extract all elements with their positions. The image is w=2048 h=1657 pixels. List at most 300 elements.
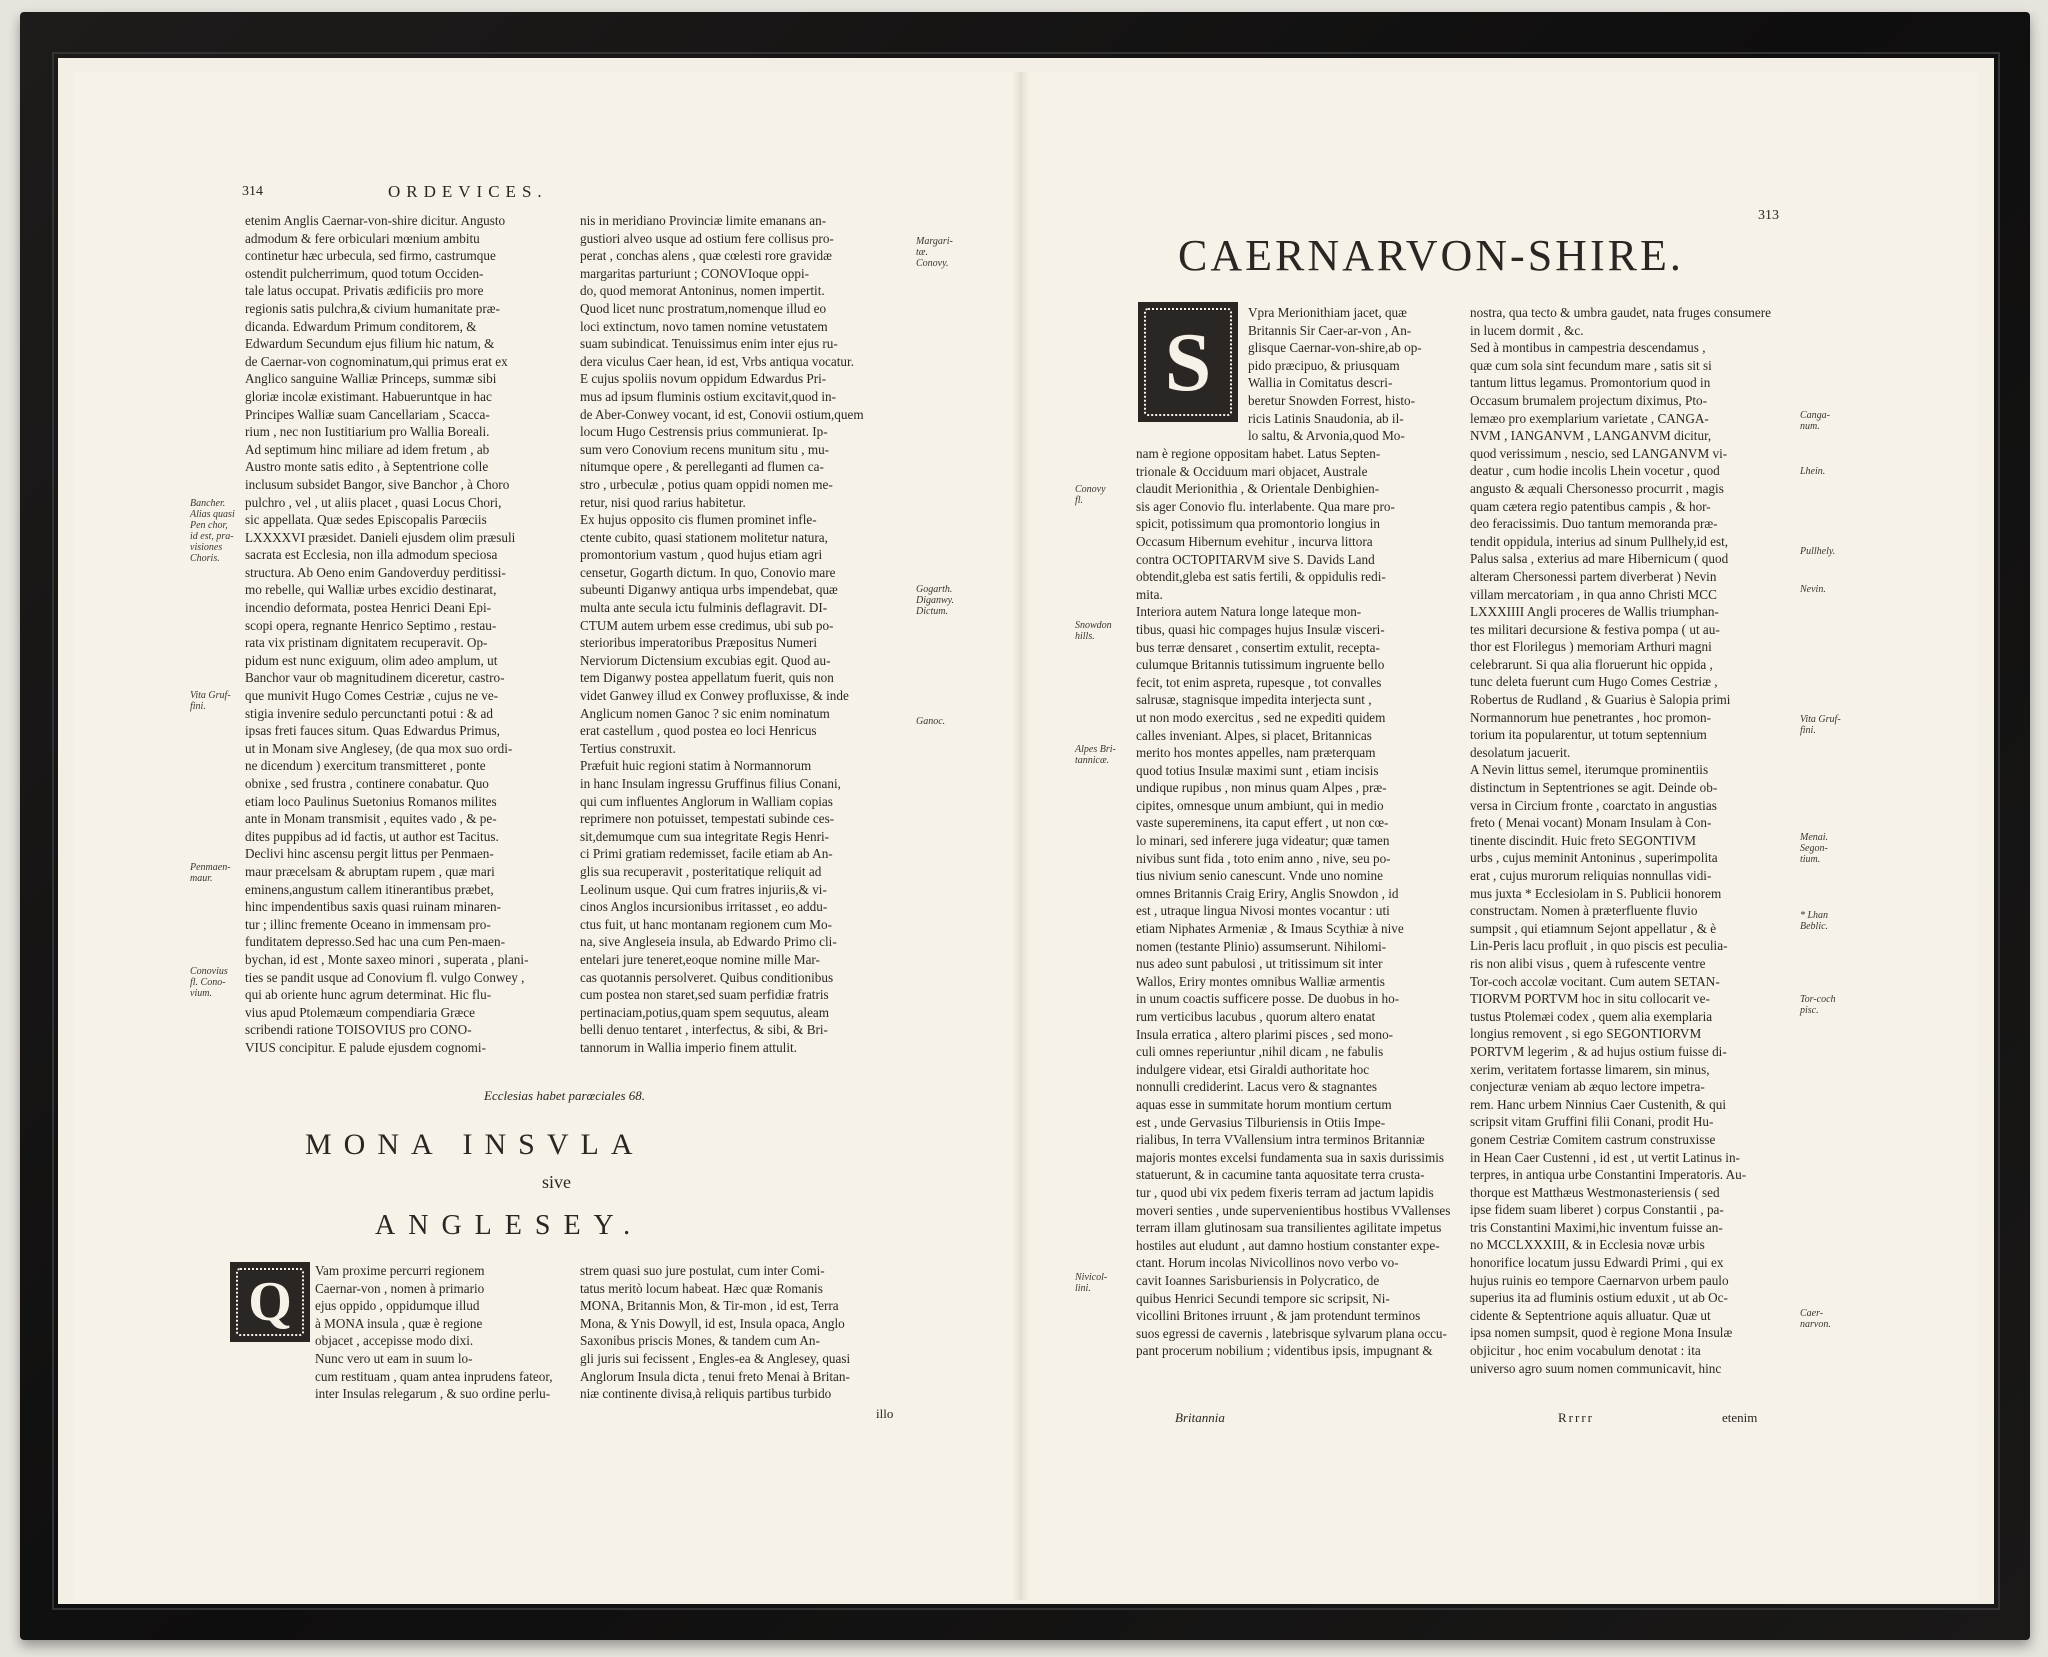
- text-line: ostendit pulcherrimum, quod totum Occiden-: [245, 265, 484, 281]
- text-line: censetur, Gogarth dictum. In quo, Conovio mare: [580, 564, 836, 580]
- margin-note-line: Conovy: [1075, 484, 1106, 495]
- margin-note: [1075, 484, 1106, 506]
- margin-note: [1800, 994, 1836, 1016]
- text-line: quod verissimum , nescio, sed LANGANVM vi-: [1470, 445, 1728, 461]
- text-line: sit,demumque cum sua integritate Regis Henri-: [580, 828, 830, 844]
- margin-note-line: fini.: [190, 701, 206, 712]
- margin-note-line: fini.: [1800, 725, 1816, 736]
- text-line: Occasum brumalem projectum diximus, Pto-: [1470, 392, 1707, 408]
- text-line: NVM , IANGANVM , LANGANVM dicitur,: [1470, 428, 1712, 444]
- margin-note: [1800, 584, 1826, 595]
- text-line: pertinaciam,potius,quam spem sequutus, aleam: [580, 1004, 830, 1020]
- text-line: qui cum influentes Anglorum in Walliam copias: [580, 793, 833, 809]
- margin-note-line: Segon-: [1800, 843, 1828, 854]
- dropcap-ornament: [1144, 308, 1232, 416]
- margin-note-line: Nevin.: [1800, 584, 1826, 595]
- text-line: Edwardum Secundum ejus filium hic natum, &: [245, 336, 495, 352]
- text-line: ejus oppido , oppidumque illud: [315, 1298, 480, 1314]
- text-line: Insula erratica , altero plarimi pisces , sed mono-: [1136, 1026, 1394, 1042]
- text-line: suam subindicat. Tenuissimus enim inter ejus ru-: [580, 336, 838, 352]
- text-line: scribendi ratione TOISOVIUS pro CONO-: [245, 1022, 472, 1038]
- text-line: alteram Chersonessi partem diverberat ) Nevin: [1470, 568, 1717, 584]
- text-line: multa ante secula ictu fulminis deflagravit. DI-: [580, 600, 828, 616]
- text-line: tem Diganwy postea appellatum fuerit, quis non: [580, 670, 834, 686]
- margin-note-line: pisc.: [1800, 1005, 1819, 1016]
- text-line: LXXXIIII Angli proceres de Wallis triumphan-: [1470, 604, 1719, 620]
- text-line: regionis satis pulchra,& civium humanitate præ-: [245, 300, 500, 316]
- text-line: indulgere videar, etsi Giraldi authoritate hoc: [1136, 1061, 1370, 1077]
- text-line: etiam Niphates Armeniæ , & Imaus Scythiæ à nive: [1136, 921, 1404, 937]
- text-line: ut in Monam sive Anglesey, (de qua mox suo ordi-: [245, 740, 513, 756]
- text-line: cipites, omnesque unum ambiunt, qui in medio: [1136, 797, 1384, 813]
- section-title-mona: MONA INSVLA: [305, 1128, 645, 1161]
- text-line: de Aber-Conwey vocant, id est, Conovii ostium,quem: [580, 406, 864, 422]
- text-line: lo minari, sed inferere juga videatur; quæ tamen: [1136, 833, 1390, 849]
- text-line: etenim Anglis Caernar-von-shire dicitur. Angusto: [245, 213, 506, 228]
- text-line: objacet , accepisse modo dixi.: [315, 1333, 474, 1349]
- margin-note-line: Gogarth.: [916, 584, 953, 595]
- text-line: videt Ganwey illud ex Conwey profluxisse, & inde: [580, 688, 849, 704]
- text-line: rum verticibus lacubus , quorum altero enatat: [1136, 1009, 1376, 1024]
- footer-britannia: Britannia: [1175, 1410, 1225, 1425]
- text-line: rium , nec non Iustitiarium pro Wallia Boreali.: [245, 424, 490, 440]
- text-line: Sed à montibus in campestria descendamus ,: [1470, 340, 1706, 356]
- margin-note-line: Bancher.: [190, 498, 226, 509]
- margin-note: [1800, 546, 1835, 557]
- text-line: omnes Britannis Craig Eriry, Anglis Snowdon , id: [1136, 885, 1399, 901]
- text-line: pido præcipuo, & priusquam: [1248, 357, 1400, 373]
- text-line: MONA, Britannis Mon, & Tir-mon , id est, Terra: [580, 1298, 839, 1314]
- text-line: sumpsit , qui etiamnum Sejont appellatur , & è: [1470, 920, 1717, 936]
- dropcap-ornament: [236, 1268, 304, 1336]
- text-line: statuerunt, & in cacumine tanta aquositate terra crusta-: [1136, 1167, 1425, 1183]
- text-line: nonnulli crediderint. Lacus vero & stagnantes: [1136, 1079, 1377, 1095]
- text-line: perat , conchas alens , quæ cœlesti rore gravidæ: [580, 248, 832, 264]
- text-line: Vam proxime percurri regionem: [315, 1263, 485, 1278]
- margin-note-line: fl.: [1075, 495, 1084, 506]
- text-line: Britannis Sir Caer-ar-von , An-: [1248, 322, 1412, 338]
- text-line: hostiles aut eludunt , aut damno hostium constanter expe-: [1136, 1237, 1440, 1253]
- text-line: universo agro suum nomen communicavit, hinc: [1470, 1360, 1722, 1376]
- margin-note: [916, 236, 953, 269]
- text-line: Caernar-von , nomen à primario: [315, 1280, 485, 1296]
- margin-note-line: narvon.: [1800, 1319, 1831, 1330]
- text-line: Saxonibus priscis Mones, & tandem cum An-: [580, 1333, 820, 1349]
- text-line: ctus fuit, ut hanc montanam regionem cum Mo-: [580, 916, 832, 932]
- text-line: inclusum subsidet Bangor, sive Banchor , à Choro: [245, 476, 510, 492]
- text-line: erat castellum , quod postea eo loci Henricus: [580, 723, 817, 739]
- text-line: longius removent , si ego SEGONTIORVM: [1470, 1026, 1702, 1042]
- text-line: no MCCLXXXIII, & in Ecclesia novæ urbis: [1470, 1237, 1705, 1253]
- text-line: ctant. Horum incolas Nivicollinos novo verbo vo-: [1136, 1255, 1399, 1271]
- text-line: mo rebelle, qui Walliæ urbes excidio destinarat,: [245, 582, 497, 598]
- text-line: tunc deleta fuerunt cum Hugo Comes Cestriæ ,: [1470, 674, 1718, 690]
- section-sive: sive: [542, 1172, 571, 1192]
- text-line: salrusæ, stagnisque impedita interjecta sunt ,: [1136, 692, 1372, 708]
- page-number-left: 314: [242, 184, 263, 199]
- margin-note: [1800, 910, 1828, 932]
- text-line: culumque Britannis tutissimum ingruente bello: [1136, 657, 1385, 673]
- margin-note-line: tannicæ.: [1075, 755, 1110, 766]
- margin-note: [1800, 410, 1830, 432]
- text-line: CTUM autem urbem esse credimus, ubi sub po-: [580, 617, 834, 633]
- text-line: distinctum in Septentriones se agit. Deinde ob-: [1470, 780, 1718, 796]
- text-line: honorifice locatum jussu Edwardi Primi , qui ex: [1470, 1255, 1724, 1271]
- text-line: que munivit Hugo Comes Cestriæ , cujus ne ve-: [245, 688, 499, 704]
- text-line: terpres, in antiqua urbe Constantini Imperatoris. Au-: [1470, 1167, 1747, 1183]
- margin-note: [1800, 714, 1841, 736]
- margin-note-line: Margari-: [916, 236, 953, 247]
- text-line: Banchor vaur ob magnitudinem diceretur, castro-: [245, 670, 505, 686]
- text-line: xerim, veritatem fortasse limarem, sin minus,: [1470, 1061, 1710, 1077]
- text-line: TIORVM PORTVM hoc in situ collocarit ve-: [1470, 991, 1710, 1007]
- text-line: dites puppibus ad id factis, ut author est Tacitus.: [245, 828, 499, 844]
- text-line: Interiora autem Natura longe lateque mon-: [1136, 604, 1362, 620]
- text-line: torium ita popularentur, ut totum septennium: [1470, 727, 1707, 743]
- text-line: ante in Monam transmisit , equites vado , & pe-: [245, 811, 497, 827]
- margin-note-line: visiones: [190, 542, 223, 553]
- text-line: admodum & fere orbiculari mœnium ambitu: [245, 230, 480, 246]
- text-line: nostra, qua tecto & umbra gaudet, nata fruges consumere: [1470, 305, 1772, 320]
- text-line: Occasum Hibernum evehitur , incurva littora: [1136, 533, 1373, 549]
- text-line: locum Hugo Cestrensis prius communierat. Ip-: [580, 424, 828, 440]
- text-line: reprimere non potuisset, tempestati subinde ces-: [580, 811, 835, 827]
- margin-note-line: Nivicol-: [1075, 1272, 1108, 1283]
- text-line: beretur Snowden Forrest, histo-: [1248, 392, 1416, 408]
- text-line: tatus meritò locum habeat. Hæc quæ Romanis: [580, 1280, 823, 1296]
- text-line: tannorum in Wallia imperio finem attulit.: [580, 1039, 797, 1055]
- margin-note-line: Caer-: [1800, 1308, 1824, 1319]
- text-line: Mona, & Ynis Dowyll, id est, Insula opaca, Anglo: [580, 1315, 845, 1331]
- text-line: in hanc Insulam ingressu Gruffinus filius Conani,: [580, 776, 841, 791]
- text-line: freto ( Menai vocant) Monam Insulam à Con-: [1470, 815, 1712, 831]
- text-line: gli juris sui fecissent , Engles-ea & Anglesey, quasi: [580, 1350, 851, 1366]
- page-number-right: 313: [1758, 208, 1779, 223]
- text-line: vicollini Britones irruunt , & jam protendunt terminos: [1136, 1308, 1421, 1324]
- catchword-right: etenim: [1722, 1410, 1758, 1425]
- text-line: moveri senties , unde supervenientibus hostibus VVallenses: [1136, 1202, 1451, 1218]
- text-line: tris Constantini Maximi,hic inventum fuisse an-: [1470, 1219, 1723, 1235]
- margin-note-line: Menai.: [1800, 832, 1829, 843]
- text-line: dicanda. Edwardum Primum conditorem, &: [245, 318, 477, 334]
- text-line: ipsas freti fauces situm. Quas Edwardus Primus,: [245, 723, 500, 739]
- margin-note-line: Alpes Bri-: [1075, 744, 1116, 755]
- margin-note-line: Choris.: [190, 553, 220, 564]
- margin-note: [190, 498, 235, 564]
- text-line: sterioribus imperatoribus Præpositus Numeri: [580, 635, 817, 651]
- text-line: merito hos montes appelles, nam præterquam: [1136, 745, 1376, 761]
- text-line: Ad septimum hinc miliare ad idem fretum , ab: [245, 441, 490, 457]
- text-line: deo feracissimis. Duo tantum memoranda præ-: [1470, 516, 1718, 532]
- text-line: qui ab oriente hunc agrum determinat. Hic flu-: [245, 987, 492, 1003]
- margin-note: [190, 862, 231, 884]
- text-line: thorque est Matthæus Westmonasteriensis ( sed: [1470, 1184, 1720, 1200]
- text-line: cum postea non staret,sed suam perfidiæ fratris: [580, 987, 829, 1003]
- text-line: pidum est nunc exiguum, olim adeo amplum, ut: [245, 652, 498, 668]
- margin-note: [1800, 832, 1828, 865]
- text-line: ne dicendum ) exercitum transmitteret , ponte: [245, 758, 486, 774]
- margin-note-line: Tor-coch: [1800, 994, 1836, 1005]
- text-line: Vpra Merionithiam jacet, quæ: [1248, 305, 1407, 320]
- text-line: Anglico sanguine Walliæ Princeps, summæ sibi: [245, 371, 497, 387]
- text-line: erat , cujus murorum reliquias nonnullas vidi-: [1470, 868, 1712, 883]
- margin-note-line: vium.: [190, 988, 212, 999]
- text-line: glisque Caernar-von-shire,ab op-: [1248, 340, 1422, 356]
- margin-note-line: Pullhely.: [1800, 546, 1836, 557]
- text-line: A Nevin littus semel, iterumque prominentiis: [1470, 762, 1709, 778]
- margin-note-line: lini.: [1075, 1283, 1091, 1294]
- margin-note: [1075, 620, 1112, 642]
- text-line: niæ continente divisa,à reliquis partibus turbido: [580, 1386, 832, 1402]
- text-line: dera viculus Caer hean, id est, Vrbs antiqua vocatur.: [580, 353, 854, 369]
- margin-note-line: Diganwy.: [916, 595, 955, 606]
- text-line: de Caernar-von cognominatum,qui primus erat ex: [245, 353, 508, 369]
- text-line: tendit oppidula, interius ad sinum Pullhely,id est,: [1470, 533, 1729, 549]
- text-line: cinos Anglos incursionibus irritasset , eo addu-: [580, 899, 828, 915]
- text-line: tinente discindit. Huic freto SEGONTIVM: [1470, 832, 1696, 848]
- right-column-1-top: [1248, 304, 1422, 445]
- text-line: scopi opera, regnante Henrico Septimo , restau-: [245, 617, 497, 633]
- text-line: tustus Ptolemæi codex , quem alia exemplaria: [1470, 1008, 1713, 1024]
- text-line: celebrarunt. Si qua alia floruerunt hic oppida ,: [1470, 656, 1713, 672]
- text-line: ipsa nomen sumpsit, quod è regione Mona Insulæ: [1470, 1325, 1733, 1341]
- margin-note: [1800, 466, 1825, 477]
- text-line: quod totius Insulæ maximi sunt , etiam incisis: [1136, 762, 1379, 778]
- margin-note-line: Alias quasi: [190, 509, 235, 520]
- text-line: Quod licet nunc prostratum,nomenque illud eo: [580, 300, 827, 316]
- text-line: ricis Latinis Snaudonia, ab il-: [1248, 410, 1404, 426]
- text-line: nitumque opere , & perelleganti ad flumen ca-: [580, 459, 824, 475]
- text-line: tius nivium senio canescunt. Vnde uno nomine: [1136, 868, 1383, 884]
- ecclesias-note: Ecclesias habet parœciales 68.: [484, 1088, 646, 1103]
- margin-note: [1075, 744, 1116, 766]
- text-line: contra OCTOPITARVM sive S. Davids Land: [1136, 551, 1375, 567]
- text-line: quam cætera regio patentibus campis , & hor-: [1470, 498, 1711, 514]
- text-line: continetur hæc urbecula, sed firmo, castrumque: [245, 248, 496, 264]
- text-line: Wallia in Comitatus descri-: [1248, 375, 1393, 391]
- text-line: terram illam glutinosam sua transilientes agilitate impetus: [1136, 1220, 1442, 1236]
- text-line: calles inveniant. Alpes, si placet, Britannicas: [1136, 727, 1372, 743]
- text-line: etiam loco Paulinus Suetonius Romanos milites: [245, 793, 497, 809]
- text-line: Ex hujus opposito cis flumen prominet infle-: [580, 512, 817, 528]
- text-line: Austro monte satis edito , à Septentrione colle: [245, 459, 489, 475]
- text-line: scripsit vitam Gruffini filii Conani, prodit Hu-: [1470, 1114, 1714, 1130]
- text-line: aquas esse in summitate horum montium certum: [1136, 1096, 1392, 1112]
- text-line: vaste supereminens, ita caput effert , ut non cœ-: [1136, 815, 1389, 831]
- text-line: tes militari decursione & festiva pompa ( ut au-: [1470, 621, 1720, 637]
- text-line: incendio deformata, postea Henrici Deani Epi-: [245, 600, 492, 616]
- text-line: structura. Ab Oeno enim Gandoverduy perditissi-: [245, 564, 506, 580]
- text-line: inter Insulas relegarum , & suo ordine perlu-: [315, 1386, 551, 1402]
- text-line: VIUS concipitur. E palude ejusdem cognomi-: [245, 1039, 486, 1055]
- text-line: undique rupibus , non minus quam Alpes , præ-: [1136, 780, 1387, 796]
- text-line: ties se pandit usque ad Conovium fl. vulgo Conwey ,: [245, 969, 525, 985]
- text-line: sic appellata. Quæ sedes Episcopalis Parœciis: [245, 512, 487, 528]
- text-line: rialibus, In terra VVallensium intra terminos Britanniæ: [1136, 1132, 1425, 1148]
- margin-note-line: Pen chor,: [190, 520, 228, 531]
- left-column-2: [580, 212, 864, 1057]
- text-line: cas quotannis persolveret. Quibus conditionibus: [580, 969, 834, 985]
- text-line: pulchro , vel , ut aliis placet , quasi Locus Chori,: [245, 494, 502, 510]
- text-line: majoris montes excelsi fundamenta sua in saxis durissimis: [1136, 1149, 1445, 1165]
- margin-note-line: Penmaen-: [190, 862, 231, 873]
- text-line: Præfuit huic regioni statim à Normannorum: [580, 758, 812, 774]
- text-line: gloriæ incolæ existimant. Habueruntque in hac: [245, 388, 492, 404]
- text-line: trionale & Occiduum mari objacet, Australe: [1136, 463, 1368, 479]
- text-line: in unum coactis sufficere posse. De duobus in ho-: [1136, 991, 1400, 1007]
- text-line: E cujus spoliis novum oppidum Edwardus Pri-: [580, 371, 827, 387]
- margin-note: [1800, 1308, 1831, 1330]
- text-line: bychan, id est , Monte saxeo minori , superata , plani-: [245, 951, 529, 967]
- text-line: thor est Florilegus ) memoriam Arthuri magni: [1470, 639, 1712, 655]
- text-line: rem. Hanc urbem Ninnius Caer Custenith, & qui: [1470, 1096, 1727, 1112]
- margin-note-line: Vita Gruf-: [190, 690, 231, 701]
- text-line: lemæo pro exemplarium varietate , CANGA-: [1470, 410, 1709, 426]
- text-line: ris non alibi visus , quem à rufescente ventre: [1470, 955, 1706, 971]
- text-line: retur, nisi quod rarius habitetur.: [580, 494, 746, 510]
- section-subtitle-anglesey: ANGLESEY.: [375, 1210, 644, 1241]
- text-line: mus ad ipsum fluminis ostium excitavit,quod in-: [580, 388, 837, 404]
- margin-note-line: maur.: [190, 873, 213, 884]
- text-line: claudit Merionithia , & Orientale Denbighien-: [1136, 481, 1380, 497]
- margin-note-line: Conovy.: [916, 258, 949, 269]
- text-line: cum restituam , quam antea inprudens fateor,: [315, 1368, 553, 1384]
- text-line: loci extinctum, novo tamen nomine vetustatem: [580, 318, 828, 334]
- text-line: margaritas parturiunt ; CONOVIoque oppi-: [580, 265, 810, 281]
- margin-note-line: Beblic.: [1800, 921, 1829, 932]
- text-line: cavit Ioannes Sarisburiensis in Polycratico, de: [1136, 1272, 1380, 1288]
- text-line: est , unde Gervasius Tilburiensis in Otiis Impe-: [1136, 1114, 1386, 1130]
- text-line: quibus Henrici Secundi tempore sic scripsit, Ni-: [1136, 1290, 1390, 1306]
- text-line: Principes Walliæ suam Cancellariam , Scacca-: [245, 406, 490, 422]
- text-line: nis in meridiano Provinciæ limite emanans an-: [580, 213, 827, 228]
- text-line: fecit, tot enim aspreta, rupesque , tot convalles: [1136, 674, 1382, 690]
- text-line: LXXXXVI præsidet. Danieli ejusdem olim præsuli: [245, 529, 516, 545]
- margin-note: [190, 690, 231, 712]
- page-title: CAERNARVON-SHIRE.: [1178, 231, 1684, 280]
- text-line: gustiori alveo usque ad ostium fere collisus pro-: [580, 230, 834, 246]
- text-line: in lucem dormit , &c.: [1470, 322, 1584, 338]
- text-line: stro , urbeculæ , potius quam oppidi nomen me-: [580, 476, 833, 492]
- text-line: pant procerum nobilium ; videntibus ipsis, impugnant &: [1136, 1343, 1433, 1359]
- text-line: entelari jure teneret,eoque nomine mille Mar-: [580, 951, 820, 967]
- text-line: obnixe , sed frustra , continere conabatur. Quo: [245, 776, 489, 791]
- text-line: nam è regione oppositam habet. Latus Septen-: [1136, 446, 1381, 461]
- text-line: na, sive Angleseia insula, ab Edwardo Primo cli-: [580, 934, 837, 950]
- margin-note-line: id est, pra-: [190, 531, 234, 542]
- text-line: Declivi hinc ascensu pergit littus per Penmaen-: [245, 846, 494, 862]
- text-line: tibus, quasi hic compages hujus Insulæ visceri-: [1136, 621, 1385, 637]
- text-line: in Hean Caer Custenni , id est , ut vertit Latinus in-: [1470, 1149, 1740, 1165]
- mona-column-1: [315, 1262, 553, 1403]
- text-line: Anglorum Insula dicta , tenui freto Menai à Britan-: [580, 1368, 850, 1384]
- text-line: Anglicum nomen Ganoc ? sic enim nominatum: [580, 705, 830, 721]
- text-line: gonem Cestriæ Comitem castrum construxisse: [1470, 1131, 1716, 1147]
- text-line: belli denuo tentaret , interfectus, & sibi, & Bri-: [580, 1022, 828, 1038]
- text-line: ci Primi gratiam redemisset, facile etiam ab An-: [580, 846, 833, 862]
- margin-note: [916, 584, 954, 617]
- margin-note-line: num.: [1800, 421, 1820, 432]
- margin-note: [1075, 1272, 1107, 1294]
- text-line: subeunti Diganwy antiqua urbs impendebat, quæ: [580, 582, 838, 598]
- signature-mark: Rrrrr: [1558, 1410, 1594, 1425]
- text-line: suos egressi de cavernis , latebrisque sylvarum plana occu-: [1136, 1325, 1447, 1341]
- text-line: tale latus occupat. Privatis ædificiis pro more: [245, 283, 484, 299]
- text-line: Tertius construxit.: [580, 740, 676, 756]
- text-line: hinc impendentibus saxis quasi ruinam minaren-: [245, 899, 502, 915]
- text-line: à MONA insula , quæ è regione: [315, 1315, 483, 1331]
- margin-note-line: Lhein.: [1800, 466, 1826, 477]
- text-line: culi omnes reperiuntur ,nihil dicam , ne fabulis: [1136, 1044, 1384, 1060]
- text-line: constructam. Nomen à præterfluente fluvio: [1470, 903, 1698, 919]
- text-line: eminens,angustum callem itinerantibus præbet,: [245, 881, 494, 897]
- text-line: do, quod memorat Antoninus, nomen impertit.: [580, 283, 825, 299]
- text-line: Normannorum hue penetrantes , hoc promon-: [1470, 709, 1711, 725]
- text-line: tur ; illinc fremente Oceano in immensam pro-: [245, 916, 491, 932]
- text-line: Tor-coch accolæ vocitant. Cum autem SETAN-: [1470, 973, 1720, 989]
- text-line: cidente & Septentrione aquis alluatur. Quæ ut: [1470, 1307, 1711, 1323]
- margin-note-line: tium.: [1800, 854, 1821, 865]
- text-line: ctente cubito, quasi stationem molitetur natura,: [580, 529, 828, 545]
- text-line: conjecturæ veniam ab æquo lectore impetra-: [1470, 1079, 1705, 1095]
- text-line: strem quasi suo jure postulat, cum inter Comi-: [580, 1263, 825, 1278]
- margin-note: [916, 716, 945, 727]
- text-line: superius ita ad fluminis ostium eduxit , ut ab Oc-: [1470, 1290, 1728, 1306]
- text-line: funditatem depresso.Sed hac una cum Pen-maen-: [245, 934, 506, 950]
- text-line: ipse fidem suam liberet ) corpus Constantii , pa-: [1470, 1202, 1724, 1218]
- margin-note-line: * Lhan: [1800, 910, 1829, 921]
- margin-note-line: Dictum.: [916, 606, 948, 617]
- text-line: obtendit,gleba est satis fertili, & oppidulis redi-: [1136, 569, 1386, 585]
- text-line: Robertus de Rudland , & Guarius è Salopia primi: [1470, 692, 1731, 708]
- margin-note-line: Vita Gruf-: [1800, 714, 1841, 725]
- text-line: Lin-Peris lacu profluit , in quo piscis est peculia-: [1470, 938, 1728, 954]
- text-line: Wallos, Eriry montes omnibus Walliæ armentis: [1136, 973, 1385, 989]
- catchword-left: illo: [876, 1406, 894, 1421]
- margin-note: [190, 966, 228, 999]
- text-line: angusto & æquali Chersonesso procurrit , magis: [1470, 480, 1724, 496]
- text-line: nus adeo sunt pabulosi , ut tritissimum sit inter: [1136, 956, 1383, 972]
- text-line: nomen (testante Plinio) assumserunt. Nihilomi-: [1136, 938, 1387, 954]
- text-line: urbs , cujus meminit Antoninus , superimpolita: [1470, 850, 1718, 866]
- margin-note-line: Ganoc.: [916, 716, 946, 727]
- margin-note-line: hills.: [1075, 631, 1095, 642]
- right-column-1: [1136, 445, 1450, 1360]
- text-line: objicitur , hoc enim vocabulum denotat : ita: [1470, 1343, 1701, 1359]
- text-line: mita.: [1136, 586, 1163, 602]
- text-line: mus juxta * Ecclesiolam in S. Publicii honorem: [1470, 885, 1722, 901]
- right-column-2: [1470, 304, 1771, 1377]
- text-line: spicit, potissimum qua promontorio longius in: [1136, 516, 1380, 532]
- text-line: lo saltu, & Arvonia,quod Mo-: [1248, 428, 1405, 444]
- text-line: desolatum jacuerit.: [1470, 744, 1571, 760]
- text-line: villam mercatoriam , in qua anno Christi MCC: [1470, 586, 1717, 602]
- text-line: hujus ruinis eo tempore Caernarvon urbem paulo: [1470, 1272, 1729, 1288]
- text-line: tur , quod ubi vix pedem fixeris terram ad jactum lapidis: [1136, 1184, 1434, 1200]
- text-line: bus terræ densaret , consertim extulit, recepta-: [1136, 639, 1380, 655]
- text-line: nivibus sunt fida , toto enim anno , nive, seu po-: [1136, 850, 1391, 866]
- text-line: ut non modo exercitus , sed ne expediti quidem: [1136, 709, 1386, 725]
- text-line: est , utraque lingua Nivosi montes vocantur : uti: [1136, 903, 1390, 919]
- dropcap-s: S: [1138, 302, 1238, 422]
- margin-note-line: Conovius: [190, 966, 228, 977]
- left-column-1: [245, 212, 528, 1057]
- mona-column-2: [580, 1262, 850, 1403]
- text-line: maur præcelsam & abruptam rupem , quæ mari: [245, 863, 495, 879]
- text-line: tantum littus legamus. Promontorium quod in: [1470, 375, 1711, 391]
- center-fold: [1012, 72, 1030, 1600]
- text-line: vius apud Ptolemæum compendiaria Græce: [245, 1004, 476, 1020]
